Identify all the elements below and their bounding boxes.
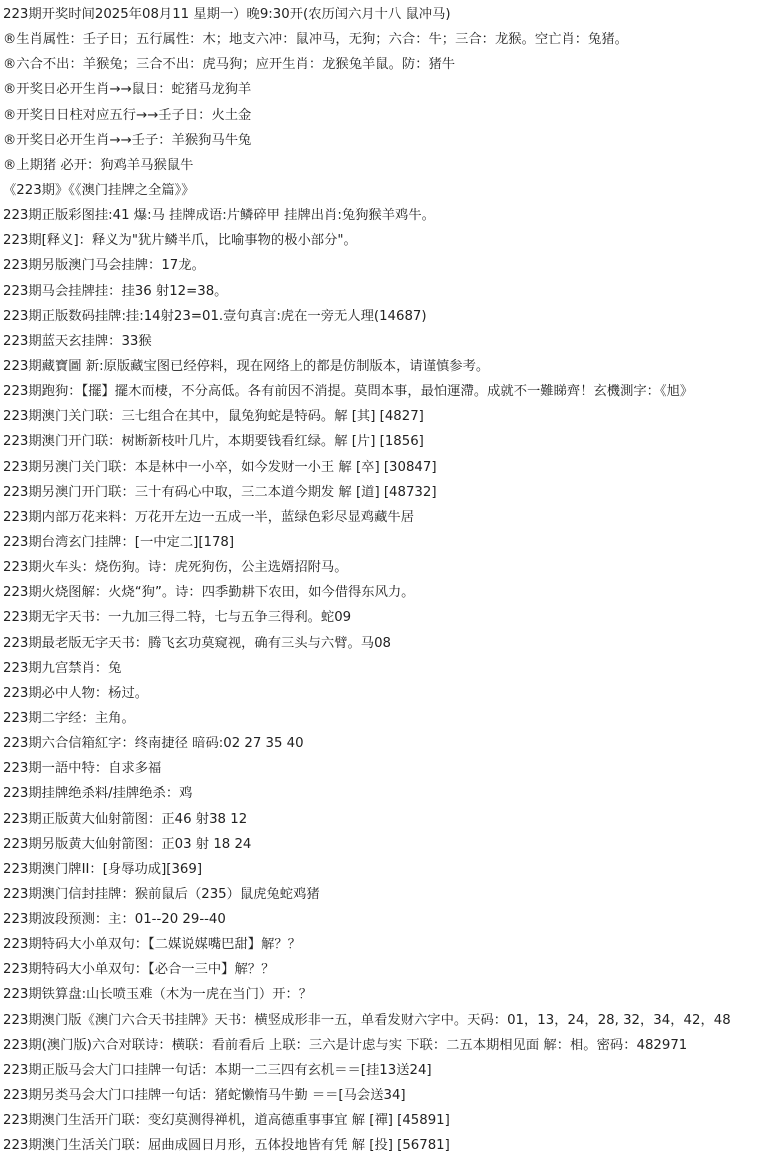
text-line: 223期蓝天玄挂牌：33猴 xyxy=(3,333,152,349)
text-line: 223期一語中特：自求多福 xyxy=(3,761,162,777)
text-line: 223期特码大小单双句：【二媒说媒嘴巴甜】解？？ xyxy=(3,937,301,953)
text-line: 223期另版澳门马会挂牌：17龙。 xyxy=(3,258,205,274)
text-line: 223期澳门版《澳门六合天书挂牌》天书：横竖成形非一五，单看发财六字中。天码：01，13，24，28, 32，34，42，48 xyxy=(3,1012,731,1028)
text-line: 223期九宫禁肖：兔 xyxy=(3,660,122,676)
text-line: 223期澳门生活关门联：屈曲成圆日月形，五体投地皆有凭 解 [投] [56781] xyxy=(3,1138,450,1154)
text-line: 223期澳门关门联：三七组合在其中，鼠兔狗蛇是特码。解 [其] [4827] xyxy=(3,409,424,425)
text-line: 223期无字天书：一九加三得二特，七与五争三得利。蛇09 xyxy=(3,610,352,626)
text-line: ®开奖日日柱对应五行→→壬子日：火土金 xyxy=(3,107,252,123)
text-line: 223期六合信箱紅字：终南捷径 暗码:02 27 35 40 xyxy=(3,736,304,752)
text-line: 223期藏寶圖 新:原版藏宝图已经停料，现在网络上的都是仿制版本，请谨慎参考。 xyxy=(3,358,490,374)
text-line: 223期另类马会大门口挂牌一句话：猪蛇懒惰马牛勤 ＝＝[马会送34] xyxy=(3,1088,406,1104)
text-line: 223期(澳门版)六合对联诗：横联：看前看后 上联：三六是计虑与实 下联：二五本期相见面 解：相。密码：482971 xyxy=(3,1037,688,1053)
text-line: 223期波段预测：主：01--20 29--40 xyxy=(3,912,226,928)
text-line: 223期台湾玄门挂牌：[一中定二][178] xyxy=(3,534,235,550)
text-line: 223期正版数码挂牌:挂:14射23=01.壹句真言:虎在一旁无人理(14687) xyxy=(3,308,427,324)
text-line: 223期挂牌绝杀料/挂牌绝杀：鸡 xyxy=(3,786,193,802)
text-line: 223期正版黄大仙射箭图：正46 射38 12 xyxy=(3,811,248,827)
text-line: ®开奖日必开生肖→→鼠日：蛇猪马龙狗羊 xyxy=(3,82,252,98)
text-line: 223期正版马会大门口挂牌一句话：本期一二三四有玄机＝＝[挂13送24] xyxy=(3,1062,432,1078)
text-line: 《223期》《《澳门挂牌之全篇》》 xyxy=(3,182,195,198)
text-line: ®开奖日必开生肖→→壬子：羊猴狗马牛兔 xyxy=(3,132,252,148)
text-line: ®生肖属性：壬子日；五行属性：木；地支六冲：鼠冲马，无狗；六合：牛；三合：龙猴。空亡肖：兔猪。 xyxy=(3,32,628,48)
text-line: 223期正版彩图挂:41 爆:马 挂牌成语:片鳞碎甲 挂牌出肖:兔狗猴羊鸡牛。 xyxy=(3,208,435,224)
text-line: 223期铁算盘:山长喷玉难（木为一虎在当门）开：？ xyxy=(3,987,313,1003)
text-line: 223期最老版无字天书：腾飞玄功莫窥视，确有三头与六臂。马08 xyxy=(3,635,392,651)
text-line: 223期二字经：主角。 xyxy=(3,710,135,726)
text-line: 223期内部万花来料：万花开左边一五成一半，蓝绿色彩尽显鸡藏牛居 xyxy=(3,509,414,525)
text-line: ®上期猪 必开：狗鸡羊马猴鼠牛 xyxy=(3,157,194,173)
text-line: ®六合不出：羊猴兔；三合不出：虎马狗；应开生肖：龙猴兔羊鼠。防：猪牛 xyxy=(3,57,456,73)
text-line: 223期火车头：烧伤狗。诗：虎死狗伤，公主选婿招附马。 xyxy=(3,560,348,576)
text-line: 223期马会挂牌挂：挂36 射12=38。 xyxy=(3,283,228,299)
text-line: 223期跑狗：【擺】擺木而棲，不分高低。各有前因不消提。莫問本事，最怕運滯。成就不一難睇齊！玄機測字：《旭》 xyxy=(3,384,694,400)
text-line: 223期必中人物：杨过。 xyxy=(3,685,149,701)
text-line: 223期开奖时间2025年08月11 星期一）晚9:30开(农历闰六月十八 鼠冲马) xyxy=(3,7,451,22)
text-line: 223期另澳门开门联：三十有码心中取，三二本道今期发 解 [道] [48732] xyxy=(3,484,437,500)
text-line: 223期澳门信封挂牌：猴前鼠后（235）鼠虎兔蛇鸡猪 xyxy=(3,886,320,902)
text-line: 223期[释义]：释义为"犹片鳞半爪，比喻事物的极小部分"。 xyxy=(3,233,357,249)
text-line: 223期澳门牌II：[身辱功成][369] xyxy=(3,861,203,877)
text-line: 223期另版黄大仙射箭图：正03 射 18 24 xyxy=(3,836,252,852)
text-line: 223期火烧图解：火烧“狗”。诗：四季勤耕下农田，如今借得东风力。 xyxy=(3,585,415,601)
text-line: 223期澳门开门联：树断新枝叶几片，本期要钱看红绿。解 [片] [1856] xyxy=(3,434,424,450)
text-line: 223期澳门生活开门联：变幻莫测得禅机，道高德重事事宜 解 [禪] [45891] xyxy=(3,1113,450,1129)
text-line: 223期特码大小单双句：【必合一三中】解？？ xyxy=(3,962,275,978)
text-line: 223期另澳门关门联：本是林中一小卒，如今发财一小王 解 [卒] [30847] xyxy=(3,459,437,475)
